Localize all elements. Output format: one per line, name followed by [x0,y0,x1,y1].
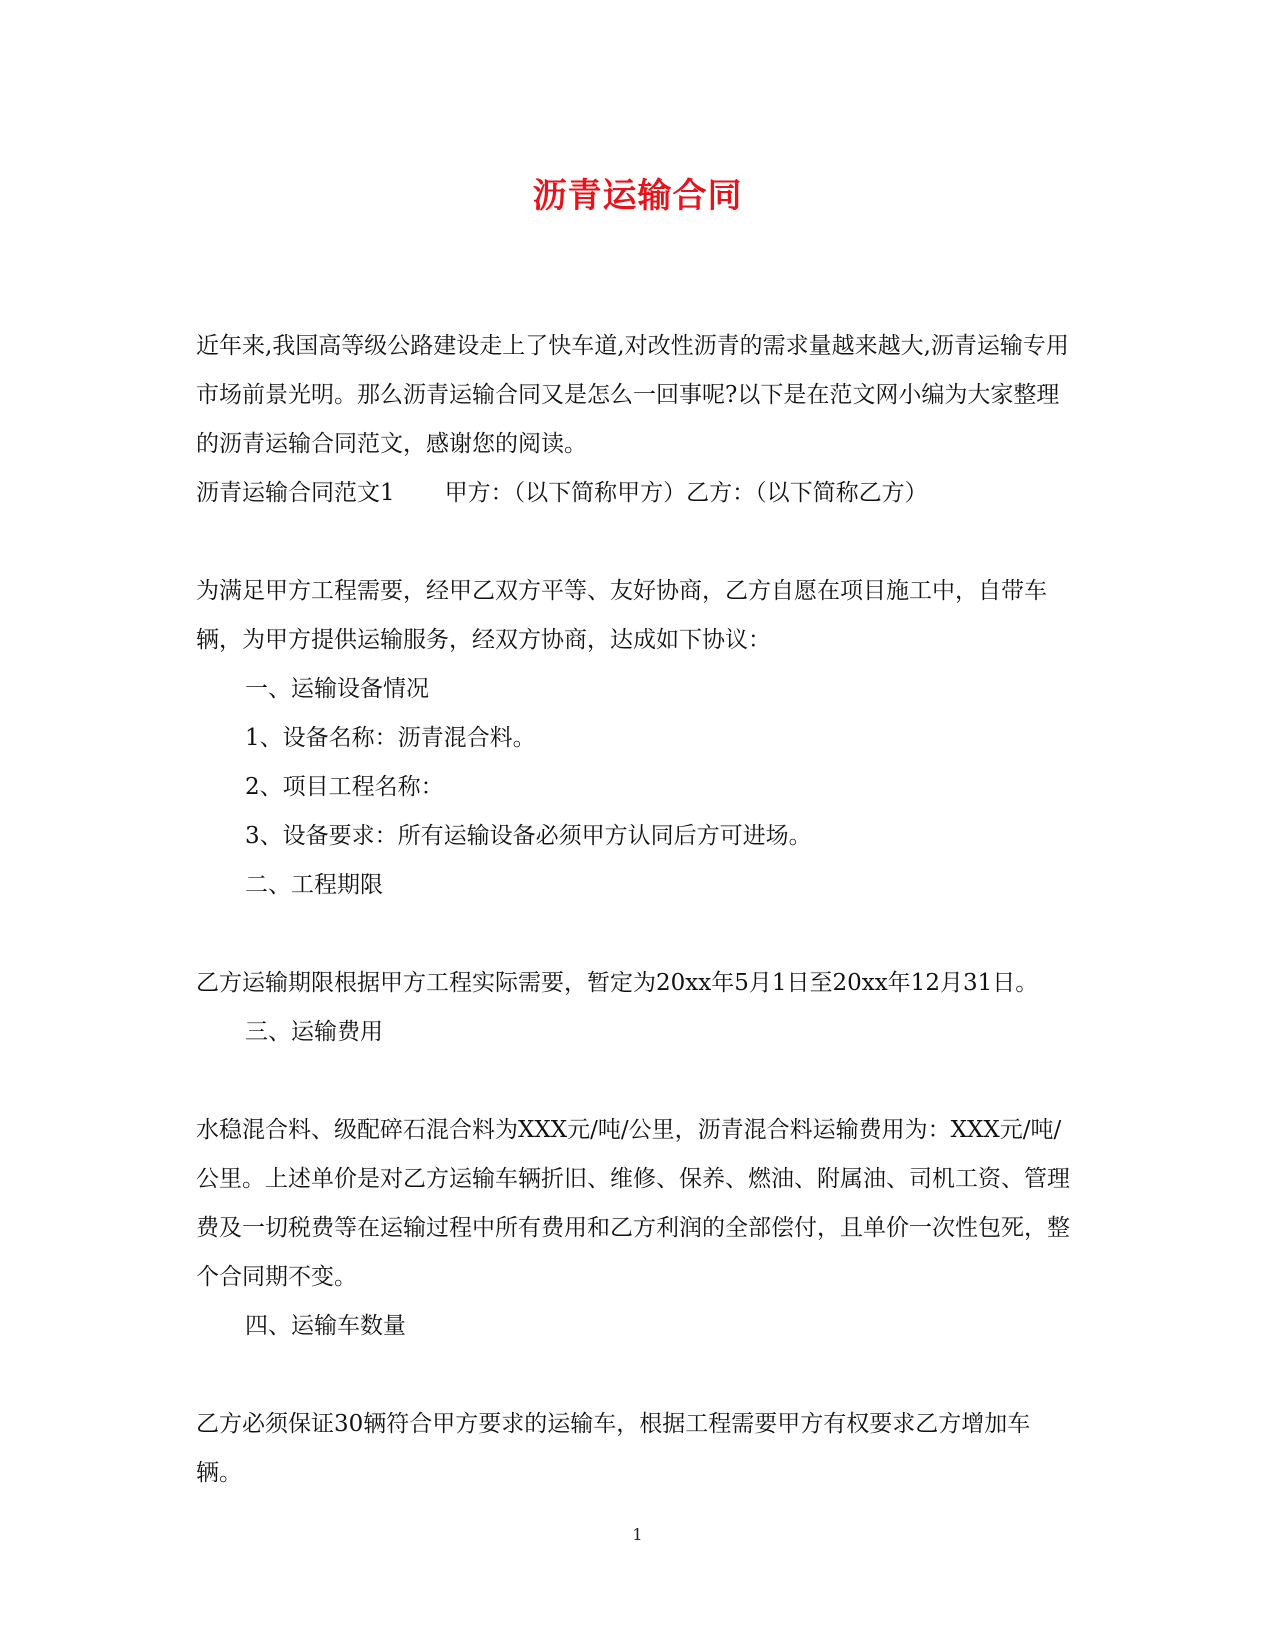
sample-label: 沥青运输合同范文1 [196,480,395,506]
equipment-item-1: 1、设备名称：沥青混合料。 [245,725,536,751]
document-body [196,322,1076,1498]
section-heading-term: 二、工程期限 [245,872,383,898]
section-heading-fees: 三、运输费用 [245,1019,383,1045]
section-heading-vehicles: 四、运输车数量 [245,1313,406,1339]
sample-line [196,469,1076,518]
page-number: 1 [632,1525,643,1544]
parties-text: 甲方：（以下简称甲方）乙方：（以下简称乙方） [444,480,928,506]
equipment-item-3: 3、设备要求：所有运输设备必须甲方认同后方可进场。 [245,823,812,849]
preamble-paragraph: 为满足甲方工程需要，经甲乙双方平等、友好协商，乙方自愿在项目施工中，自带车辆，为甲方提供运输服务，经双方协商，达成如下协议： [196,578,1047,653]
intro-paragraph: 近年来,我国高等级公路建设走上了快车道,对改性沥青的需求量越来越大,沥青运输专用市场前景光明。那么沥青运输合同又是怎么一回事呢?以下是在范文网小编为大家整理的沥青运输合同范文，感谢您的阅读。 [196,333,1069,457]
section-heading-equipment: 一、运输设备情况 [245,676,429,702]
document-title: 沥青运输合同 [532,176,743,216]
term-paragraph: 乙方运输期限根据甲方工程实际需要，暂定为20xx年5月1日至20xx年12月31日。 [196,970,1039,996]
equipment-item-2: 2、项目工程名称： [245,774,444,800]
vehicles-paragraph: 乙方必须保证30辆符合甲方要求的运输车，根据工程需要甲方有权要求乙方增加车辆。 [196,1411,1031,1486]
fees-paragraph: 水稳混合料、级配碎石混合料为XXX元/吨/公里，沥青混合料运输费用为：XXX元/吨/公里。上述单价是对乙方运输车辆折旧、维修、保养、燃油、附属油、司机工资、管理费及一切税费等在运输过程中所有费用和乙方利润的全部偿付，且单价一次性包死，整个合同期不变。 [196,1117,1070,1290]
